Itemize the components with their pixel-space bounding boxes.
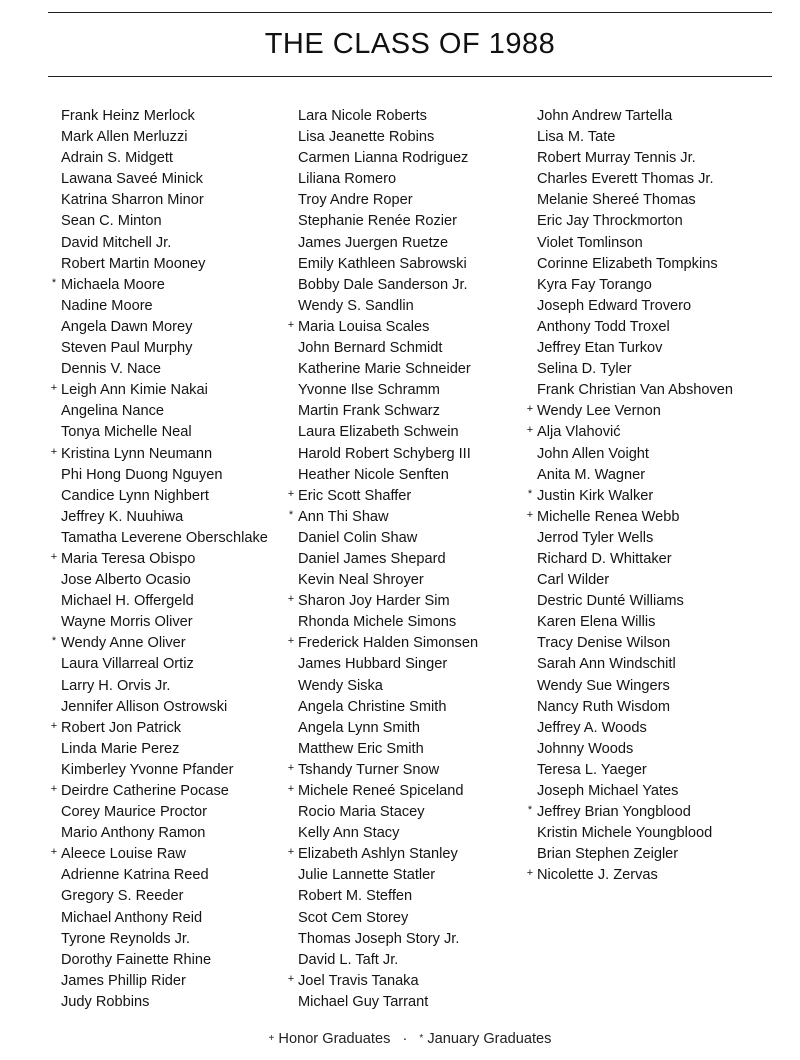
graduate-name-text: Alja Vlahović xyxy=(537,424,621,441)
graduate-name xyxy=(524,148,794,169)
graduate-name xyxy=(285,612,525,633)
graduate-name xyxy=(285,760,525,781)
graduate-name-text: Wayne Morris Oliver xyxy=(61,614,193,631)
graduate-name-text: Bobby Dale Sanderson Jr. xyxy=(298,276,468,293)
honor-mark: + xyxy=(50,445,58,458)
graduate-name-text: Mark Allen Merluzzi xyxy=(61,129,188,146)
graduate-name-text: Linda Marie Perez xyxy=(61,740,180,757)
graduate-name xyxy=(48,233,288,254)
graduate-name xyxy=(48,148,288,169)
graduate-name-text: Sarah Ann Windschitl xyxy=(537,656,676,673)
graduate-name-text: Anita M. Wagner xyxy=(537,466,646,483)
graduate-name-text: Michael Anthony Reid xyxy=(61,909,203,926)
graduate-name xyxy=(285,591,525,612)
graduate-name xyxy=(48,422,288,443)
graduate-name-text: Dennis V. Nace xyxy=(61,361,162,378)
graduate-name-text: David L. Taft Jr. xyxy=(298,951,399,968)
graduate-name-text: Mario Anthony Ramon xyxy=(61,825,206,842)
graduate-name xyxy=(285,106,525,127)
graduate-name xyxy=(524,106,794,127)
name-column-1 xyxy=(48,106,288,1013)
graduate-name-text: Julie Lannette Statler xyxy=(298,867,436,884)
graduate-name-text: Tyrone Reynolds Jr. xyxy=(61,930,190,947)
graduate-name xyxy=(48,865,288,886)
graduate-name-text: Tonya Michelle Neal xyxy=(61,424,192,441)
graduate-name-text: Liliana Romero xyxy=(298,171,397,188)
honor-mark: + xyxy=(287,318,295,331)
graduate-name xyxy=(285,317,525,338)
honor-mark: + xyxy=(50,719,58,732)
graduate-name xyxy=(285,444,525,465)
graduate-name xyxy=(285,507,525,528)
graduate-name-text: Kristin Michele Youngblood xyxy=(537,825,713,842)
graduate-name-text: Katherine Marie Schneider xyxy=(298,361,471,378)
graduate-name xyxy=(285,359,525,380)
january-mark: * xyxy=(51,635,57,648)
graduate-name xyxy=(48,444,288,465)
honor-mark: + xyxy=(526,508,534,521)
graduate-name xyxy=(285,296,525,317)
graduate-name xyxy=(48,106,288,127)
honor-mark: + xyxy=(526,403,534,416)
graduate-name xyxy=(285,380,525,401)
graduate-name-text: Jerrod Tyler Wells xyxy=(537,529,654,546)
graduate-name-text: Frederick Halden Simonsen xyxy=(298,635,479,652)
graduate-name-text: Nicolette J. Zervas xyxy=(537,867,658,884)
honor-mark: + xyxy=(287,783,295,795)
graduate-name xyxy=(524,844,794,865)
graduate-name xyxy=(285,781,525,802)
graduate-name xyxy=(285,718,525,739)
legend xyxy=(0,1031,800,1047)
graduate-name-text: Corinne Elizabeth Tompkins xyxy=(537,255,718,272)
graduate-name-text: Nadine Moore xyxy=(61,297,153,314)
graduate-name-text: Johnny Woods xyxy=(537,740,634,757)
graduate-name xyxy=(285,422,525,443)
graduate-name xyxy=(48,802,288,823)
graduate-name-text: Karen Elena Willis xyxy=(537,614,656,631)
graduate-name-text: Ann Thi Shaw xyxy=(298,508,389,525)
graduate-name xyxy=(48,908,288,929)
graduate-name xyxy=(48,465,288,486)
graduate-name-text: Wendy S. Sandlin xyxy=(298,297,414,314)
graduate-name-text: Wendy Lee Vernon xyxy=(537,403,661,420)
graduate-name xyxy=(48,739,288,760)
graduate-name xyxy=(524,127,794,148)
graduate-name xyxy=(48,760,288,781)
graduate-name xyxy=(48,633,288,654)
graduate-name-text: Elizabeth Ashlyn Stanley xyxy=(298,846,458,863)
graduate-name-text: Michele Reneé Spiceland xyxy=(298,783,464,799)
graduate-name-text: Michael H. Offergeld xyxy=(61,593,194,610)
graduate-name-text: James Phillip Rider xyxy=(61,972,186,989)
graduate-name-text: Laura Elizabeth Schwein xyxy=(298,424,459,441)
graduate-name xyxy=(524,275,794,296)
graduate-name xyxy=(524,444,794,465)
graduate-name xyxy=(48,950,288,971)
graduate-name xyxy=(285,211,525,232)
graduate-name-text: Tracy Denise Wilson xyxy=(537,635,671,652)
january-symbol: * xyxy=(419,1033,424,1044)
graduate-name xyxy=(285,697,525,718)
graduate-name xyxy=(285,823,525,844)
graduate-name-text: Michael Guy Tarrant xyxy=(298,993,429,1010)
graduate-name-text: Kelly Ann Stacy xyxy=(298,825,400,842)
graduate-name xyxy=(48,992,288,1013)
graduate-name-text: Matthew Eric Smith xyxy=(298,740,424,757)
graduate-name xyxy=(524,233,794,254)
graduate-name xyxy=(48,528,288,549)
graduate-name xyxy=(524,633,794,654)
graduate-name-text: Kristina Lynn Neumann xyxy=(61,445,213,462)
graduate-name xyxy=(524,718,794,739)
graduate-name xyxy=(524,676,794,697)
graduate-name-text: Yvonne Ilse Schramm xyxy=(298,382,440,399)
honor-label: Honor Graduates xyxy=(278,1031,391,1047)
graduate-name-text: Aleece Louise Raw xyxy=(61,846,186,863)
graduate-name xyxy=(48,190,288,211)
graduate-name xyxy=(285,465,525,486)
graduate-name xyxy=(285,865,525,886)
graduate-name xyxy=(524,169,794,190)
honor-mark: + xyxy=(50,846,58,859)
graduate-name xyxy=(285,190,525,211)
graduate-name-text: Frank Christian Van Abshoven xyxy=(537,382,734,399)
graduate-name-text: Lawana Saveé Minick xyxy=(61,171,203,188)
graduate-name-text: Kyra Fay Torango xyxy=(537,276,652,293)
graduate-name-text: Brian Stephen Zeigler xyxy=(537,846,679,863)
graduate-name-text: Maria Louisa Scales xyxy=(298,318,430,335)
january-mark: * xyxy=(51,276,57,289)
graduate-name-text: Angela Christine Smith xyxy=(298,698,447,715)
graduate-name xyxy=(524,296,794,317)
graduate-name-text: Robert Murray Tennis Jr. xyxy=(537,150,696,167)
graduate-name xyxy=(48,886,288,907)
graduate-name xyxy=(285,254,525,275)
graduate-name xyxy=(285,275,525,296)
graduate-name-text: Stephanie Renée Rozier xyxy=(298,213,458,230)
graduate-name-text: Angela Lynn Smith xyxy=(298,719,420,736)
graduate-name xyxy=(48,697,288,718)
graduate-name-text: Anthony Todd Troxel xyxy=(537,318,670,335)
graduate-name xyxy=(524,549,794,570)
graduate-name-text: Gregory S. Reeder xyxy=(61,888,184,905)
graduate-name xyxy=(285,971,525,992)
graduate-name xyxy=(48,823,288,844)
graduate-name-text: Justin Kirk Walker xyxy=(537,487,654,504)
graduate-name xyxy=(285,401,525,422)
honor-mark: + xyxy=(287,593,295,606)
graduate-name-text: John Bernard Schmidt xyxy=(298,340,443,357)
graduate-name xyxy=(285,127,525,148)
graduate-name-text: Dorothy Fainette Rhine xyxy=(61,951,212,968)
graduate-name-text: Robert Jon Patrick xyxy=(61,719,182,736)
graduate-name-text: Eric Scott Shaffer xyxy=(298,487,412,504)
graduate-name xyxy=(285,570,525,591)
graduate-name xyxy=(48,507,288,528)
graduate-name-text: Selina D. Tyler xyxy=(537,361,632,378)
graduate-name-text: Jeffrey Etan Turkov xyxy=(537,340,663,357)
graduate-name-text: Lara Nicole Roberts xyxy=(298,108,427,124)
graduate-name-text: Kimberley Yvonne Pfander xyxy=(61,761,234,778)
graduate-name xyxy=(285,929,525,950)
graduate-name xyxy=(285,950,525,971)
honor-mark: + xyxy=(287,635,295,648)
graduate-name xyxy=(524,739,794,760)
graduate-name-text: Leigh Ann Kimie Nakai xyxy=(61,382,208,399)
graduate-name xyxy=(524,422,794,443)
graduate-name-text: Corey Maurice Proctor xyxy=(61,804,207,821)
graduate-name xyxy=(48,570,288,591)
graduate-name-text: Jose Alberto Ocasio xyxy=(61,572,191,589)
graduate-name xyxy=(48,676,288,697)
graduate-name-text: Emily Kathleen Sabrowski xyxy=(298,255,467,272)
graduate-name-text: Robert Martin Mooney xyxy=(61,255,206,272)
graduate-name-text: James Juergen Ruetze xyxy=(298,234,449,251)
graduate-name-text: Robert M. Steffen xyxy=(298,888,413,905)
graduate-name xyxy=(524,211,794,232)
honor-mark: + xyxy=(50,382,58,395)
graduate-name xyxy=(524,802,794,823)
graduate-name-text: Destric Dunté Williams xyxy=(537,593,684,610)
legend-separator: · xyxy=(402,1031,408,1047)
graduate-name-text: Phi Hong Duong Nguyen xyxy=(61,466,223,483)
graduate-name-text: Candice Lynn Nighbert xyxy=(61,487,209,504)
graduate-name-text: Tshandy Turner Snow xyxy=(298,761,440,778)
graduate-name xyxy=(48,929,288,950)
graduate-name xyxy=(285,739,525,760)
graduate-name xyxy=(285,148,525,169)
graduate-name xyxy=(524,591,794,612)
graduate-name xyxy=(524,781,794,802)
graduate-name-text: Rocio Maria Stacey xyxy=(298,804,425,821)
graduate-name-text: John Andrew Tartella xyxy=(537,108,673,124)
graduate-name-text: Joseph Michael Yates xyxy=(537,783,679,799)
graduate-name-text: Teresa L. Yaeger xyxy=(537,761,647,778)
graduate-name xyxy=(285,486,525,507)
graduate-name xyxy=(48,486,288,507)
title-underline-rule xyxy=(48,76,772,77)
graduate-name xyxy=(524,528,794,549)
graduate-name-text: Jeffrey A. Woods xyxy=(537,719,647,736)
page-title: THE CLASS OF 1988 xyxy=(264,28,556,60)
graduate-name-text: Lisa M. Tate xyxy=(537,129,616,146)
name-column-2 xyxy=(285,106,525,1013)
graduate-name xyxy=(48,654,288,675)
graduate-name xyxy=(524,697,794,718)
graduate-name xyxy=(285,633,525,654)
graduate-name-text: Carl Wilder xyxy=(537,572,610,589)
graduate-name-text: Eric Jay Throckmorton xyxy=(537,213,683,230)
name-column-3 xyxy=(524,106,794,886)
graduate-name-text: Adrain S. Midgett xyxy=(61,150,173,167)
graduate-name-text: Kevin Neal Shroyer xyxy=(298,572,424,589)
honor-mark: + xyxy=(50,783,58,795)
graduate-name xyxy=(48,317,288,338)
january-mark: * xyxy=(527,487,533,500)
honor-symbol: + xyxy=(268,1033,275,1044)
honor-mark: + xyxy=(526,424,534,437)
graduate-name-text: Scot Cem Storey xyxy=(298,909,409,926)
graduate-name xyxy=(48,169,288,190)
graduate-name xyxy=(524,465,794,486)
graduate-name-text: John Allen Voight xyxy=(537,445,649,462)
graduate-name-text: Sean C. Minton xyxy=(61,213,162,230)
graduate-name xyxy=(48,971,288,992)
honor-mark: + xyxy=(526,867,534,880)
graduate-name-text: Wendy Anne Oliver xyxy=(61,635,186,652)
graduate-name-text: Jeffrey Brian Yongblood xyxy=(537,804,691,821)
graduate-name xyxy=(524,570,794,591)
graduate-name xyxy=(48,380,288,401)
graduate-name xyxy=(48,296,288,317)
graduate-name xyxy=(48,591,288,612)
graduate-name xyxy=(285,233,525,254)
graduate-name-text: Rhonda Michele Simons xyxy=(298,614,457,631)
graduate-name-text: Violet Tomlinson xyxy=(537,234,643,251)
graduate-name xyxy=(48,211,288,232)
graduate-name xyxy=(285,676,525,697)
graduate-name-text: Carmen Lianna Rodriguez xyxy=(298,150,469,167)
honor-mark: + xyxy=(287,487,295,500)
honor-mark: + xyxy=(287,846,295,859)
january-label: January Graduates xyxy=(427,1031,552,1047)
graduate-name-text: James Hubbard Singer xyxy=(298,656,448,673)
graduate-name xyxy=(285,528,525,549)
graduate-name xyxy=(48,844,288,865)
graduate-name-text: Thomas Joseph Story Jr. xyxy=(298,930,460,947)
graduate-name-text: Adrienne Katrina Reed xyxy=(61,867,209,884)
graduate-name xyxy=(285,169,525,190)
graduate-name-text: Maria Teresa Obispo xyxy=(61,550,196,567)
top-rule xyxy=(48,12,772,13)
graduate-name-text: Joseph Edward Trovero xyxy=(537,297,692,314)
graduate-name-text: Melanie Shereé Thomas xyxy=(537,192,696,209)
graduate-name xyxy=(285,338,525,359)
graduate-name xyxy=(48,275,288,296)
graduate-name xyxy=(285,802,525,823)
honor-mark: + xyxy=(287,761,295,774)
graduate-name-text: Joel Travis Tanaka xyxy=(298,972,419,989)
graduate-name xyxy=(48,781,288,802)
january-mark: * xyxy=(527,804,533,817)
graduate-name xyxy=(48,338,288,359)
graduate-name-text: Katrina Sharron Minor xyxy=(61,192,204,209)
graduate-name xyxy=(524,612,794,633)
graduate-name-text: Larry H. Orvis Jr. xyxy=(61,677,171,694)
january-mark: * xyxy=(288,508,294,521)
graduate-name xyxy=(285,908,525,929)
graduate-name-text: Michelle Renea Webb xyxy=(537,508,680,525)
graduate-name-text: Wendy Sue Wingers xyxy=(537,677,670,694)
honor-mark: + xyxy=(50,550,58,563)
graduate-name-text: Charles Everett Thomas Jr. xyxy=(537,171,714,188)
graduate-name xyxy=(524,823,794,844)
graduate-name xyxy=(524,380,794,401)
graduate-name xyxy=(285,844,525,865)
graduate-name xyxy=(524,359,794,380)
graduate-name xyxy=(285,886,525,907)
graduate-name-text: Harold Robert Schyberg III xyxy=(298,445,471,462)
graduate-name-text: Heather Nicole Senften xyxy=(298,466,449,483)
graduate-name-text: Judy Robbins xyxy=(61,993,150,1010)
graduate-name-text: Michaela Moore xyxy=(61,276,165,293)
graduate-name xyxy=(48,254,288,275)
graduate-name xyxy=(48,127,288,148)
graduate-name xyxy=(524,190,794,211)
honor-mark: + xyxy=(287,972,295,985)
graduate-name-text: Steven Paul Murphy xyxy=(61,340,193,357)
graduate-name-text: Sharon Joy Harder Sim xyxy=(298,593,450,610)
graduate-name-text: Martin Frank Schwarz xyxy=(298,403,440,420)
graduate-name-text: Tamatha Leverene Oberschlake xyxy=(61,529,268,546)
graduate-name xyxy=(524,401,794,422)
graduate-name-text: Richard D. Whittaker xyxy=(537,550,672,567)
graduate-name-text: Troy Andre Roper xyxy=(298,192,413,209)
graduate-name xyxy=(48,401,288,422)
graduate-name-text: Angelina Nance xyxy=(61,403,165,420)
graduate-name xyxy=(285,654,525,675)
graduate-name xyxy=(285,992,525,1013)
graduate-name-text: Nancy Ruth Wisdom xyxy=(537,698,671,715)
graduate-name xyxy=(48,718,288,739)
graduate-name-text: Wendy Siska xyxy=(298,677,383,694)
graduate-name-text: Laura Villarreal Ortiz xyxy=(61,656,194,673)
graduate-name xyxy=(524,507,794,528)
graduate-name-text: Angela Dawn Morey xyxy=(61,318,193,335)
graduate-name xyxy=(285,549,525,570)
graduate-name xyxy=(524,760,794,781)
graduate-name-text: Jennifer Allison Ostrowski xyxy=(61,698,228,715)
graduate-name xyxy=(48,612,288,633)
graduate-name xyxy=(48,549,288,570)
graduate-name-text: Daniel James Shepard xyxy=(298,550,446,567)
graduate-name xyxy=(524,654,794,675)
graduate-name-text: Lisa Jeanette Robins xyxy=(298,129,435,146)
graduate-name-text: Deirdre Catherine Pocase xyxy=(61,783,229,799)
graduate-name xyxy=(524,254,794,275)
graduate-name-text: Frank Heinz Merlock xyxy=(61,108,195,124)
graduate-name-text: Daniel Colin Shaw xyxy=(298,529,418,546)
graduate-name xyxy=(524,486,794,507)
graduate-name xyxy=(524,317,794,338)
graduate-name-text: Jeffrey K. Nuuhiwa xyxy=(61,508,184,525)
graduate-name xyxy=(524,865,794,886)
graduate-name xyxy=(524,338,794,359)
graduate-name xyxy=(48,359,288,380)
graduate-name-text: David Mitchell Jr. xyxy=(61,234,172,251)
